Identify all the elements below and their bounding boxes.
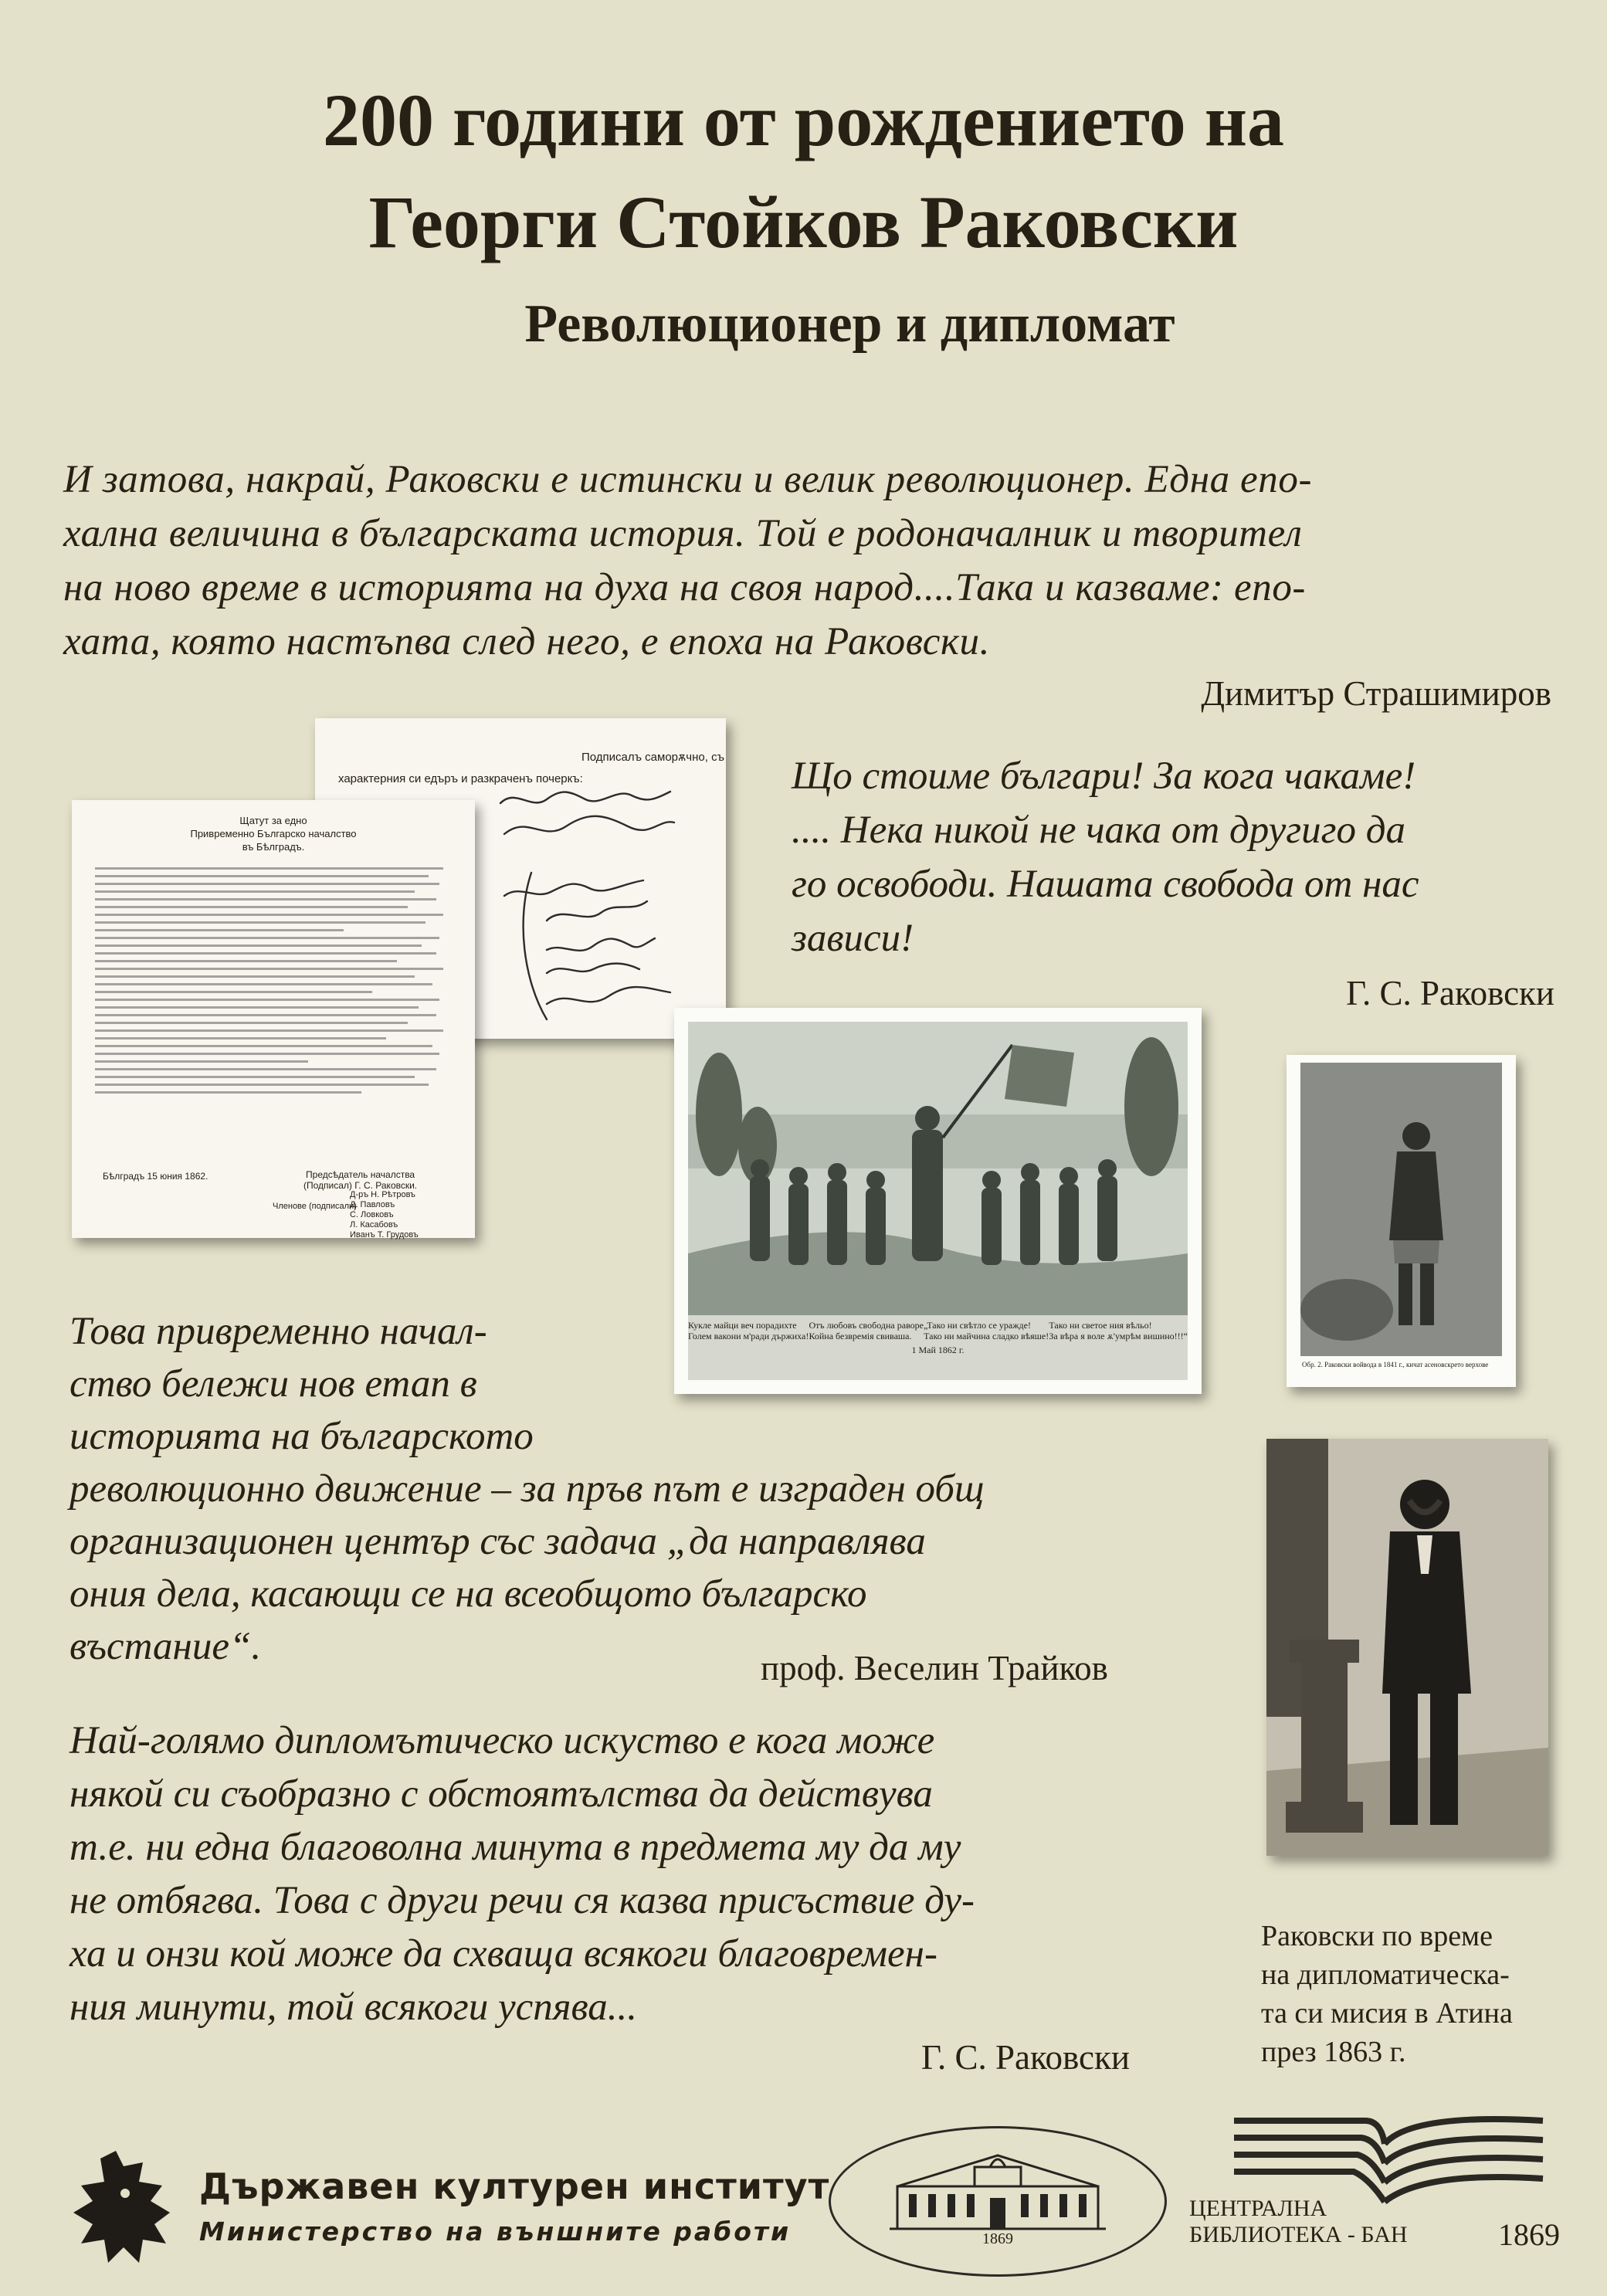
statute-date: Бѣлградъ 15 юния 1862. — [103, 1171, 209, 1182]
statute-chairman: Предсѣдатель началства (Подписал) Г. С. Раковски. — [303, 1169, 418, 1191]
quote-line: някой си съобразно с обстоятълства да действува — [70, 1772, 933, 1816]
quote-author-rakovski-2: Г. С. Раковски — [921, 2038, 1130, 2077]
portrait-athens-caption: Раковски по време на дипломатическа- та си мисия в Атина през 1863 г. — [1261, 1920, 1513, 2068]
quote-line: ния минути, той всякоги успява... — [70, 1986, 638, 2029]
library-name: ЦЕНТРАЛНА БИБЛИОТЕКА - БАН — [1189, 2196, 1408, 2247]
quote-line: го освободи. Нашата свобода от нас — [792, 863, 1419, 906]
statute-document-page — [72, 800, 475, 1238]
quote-line: .... Нека никой не чака от другиго да — [792, 809, 1406, 852]
portrait-athens-image — [1266, 1439, 1548, 1856]
quote-line: зависи! — [792, 917, 914, 960]
building-emblem — [829, 2126, 1167, 2277]
quote-line: т.е. ни една благоволна минута в предмета му да му — [70, 1826, 961, 1869]
statute-title: Щатут за едно Привременно Българско началство въ Бѣлградъ. — [190, 815, 357, 853]
portrait-athens-figure — [1266, 1439, 1548, 1856]
quote-strashimirov — [63, 453, 1312, 669]
quote-line: ония дела, касающи се на всеобщото българско — [70, 1572, 867, 1616]
engraving-captions: Кукле майци веч порадихте Голем вакони м'ради държиха! Отъ любовъ свободна раворе Койна безвремія свиваша. „Тако ни свѣтло се уражде! Тако ни майчина сладко вѣяше! Тако ни светое ния вѣльо! За вѣра я воле ѫ'умрѣм вишино!!!“ — [688, 1320, 1188, 1341]
quote-line: организационен център със задача „да направлява — [70, 1520, 926, 1563]
page-title-line-2: Георги Стойков Раковски — [368, 181, 1239, 263]
portrait-voivoda-image — [1287, 1055, 1516, 1387]
quote-line: историята на българското — [70, 1415, 534, 1458]
page-subtitle: Революционер и дипломат — [524, 294, 1175, 354]
engraving-date: 1 Май 1862 г. — [911, 1345, 965, 1355]
quote-author-traykov: проф. Веселин Трайков — [761, 1649, 1108, 1687]
building-emblem-year: 1869 — [982, 2230, 1013, 2247]
quote-line: И затова, накрай, Раковски е истински и велик революционер. Една епо- — [63, 458, 1313, 501]
quote-line: не отбягва. Това с други речи ся казва присъствие ду- — [70, 1879, 975, 1922]
quote-traykov — [70, 1305, 984, 1673]
statute-signatures-subline: характерния си едъръ и разкраченъ почеркъ: — [338, 772, 583, 785]
statute-text-lines — [95, 862, 450, 1099]
library-year: 1869 — [1498, 2217, 1560, 2252]
quote-line: ха и онзи кой може да схваща всякоги благовремен- — [70, 1932, 937, 1976]
quote-line: хата, която настъпва след него, е епоха на Раковски. — [63, 620, 990, 663]
statute-members-label: Членове (подписали) — [273, 1202, 357, 1211]
quote-line: революционно движение – за пръв път е изграден общ — [70, 1467, 985, 1511]
building-icon — [882, 2144, 1114, 2237]
statute-signatures-topline: Подписалъ саморѫчно, съ — [581, 751, 724, 764]
lion-icon — [70, 2151, 178, 2267]
institute-name: Държавен културен институт — [199, 2165, 830, 2207]
quote-line: Що стоиме българи! За кога чакаме! — [792, 755, 1416, 798]
engraving-scene — [688, 1022, 1188, 1315]
quote-rakovski-2 — [70, 1714, 975, 2034]
quote-line: Най-голямо дипломътическо искуство е кога може — [70, 1719, 935, 1762]
quote-rakovski-1 — [792, 749, 1419, 965]
quote-line: въстание“. — [70, 1625, 262, 1668]
quote-line: хална величина в българската история. Той е родоначалник и творител — [63, 512, 1303, 555]
quote-line: Това привременно начал- — [70, 1310, 487, 1353]
institute-subtitle: Министерство на външните работи — [199, 2216, 792, 2247]
page-title-line-1: 200 години от рождението на — [322, 79, 1285, 161]
quote-author-rakovski-1: Г. С. Раковски — [1346, 974, 1554, 1012]
quote-line: ство бележи нов етап в — [70, 1362, 477, 1406]
statute-members: Д-ръ Н. Рѣтровъ Д. Павловъ С. Ловковъ Л. Касабовъ Иванъ Т. Грудовъ — [350, 1190, 419, 1240]
portrait-voivoda-figure — [1300, 1063, 1502, 1356]
portrait-voivoda-caption: Обр. 2. Раковски войвода в 1841 г., кичат асеновскрето верхове — [1302, 1361, 1489, 1368]
quote-author-strashimirov: Димитър Страшимиров — [1201, 674, 1551, 713]
quote-line: на ново време в историята на духа на своя народ....Така и казваме: епо- — [63, 566, 1307, 609]
